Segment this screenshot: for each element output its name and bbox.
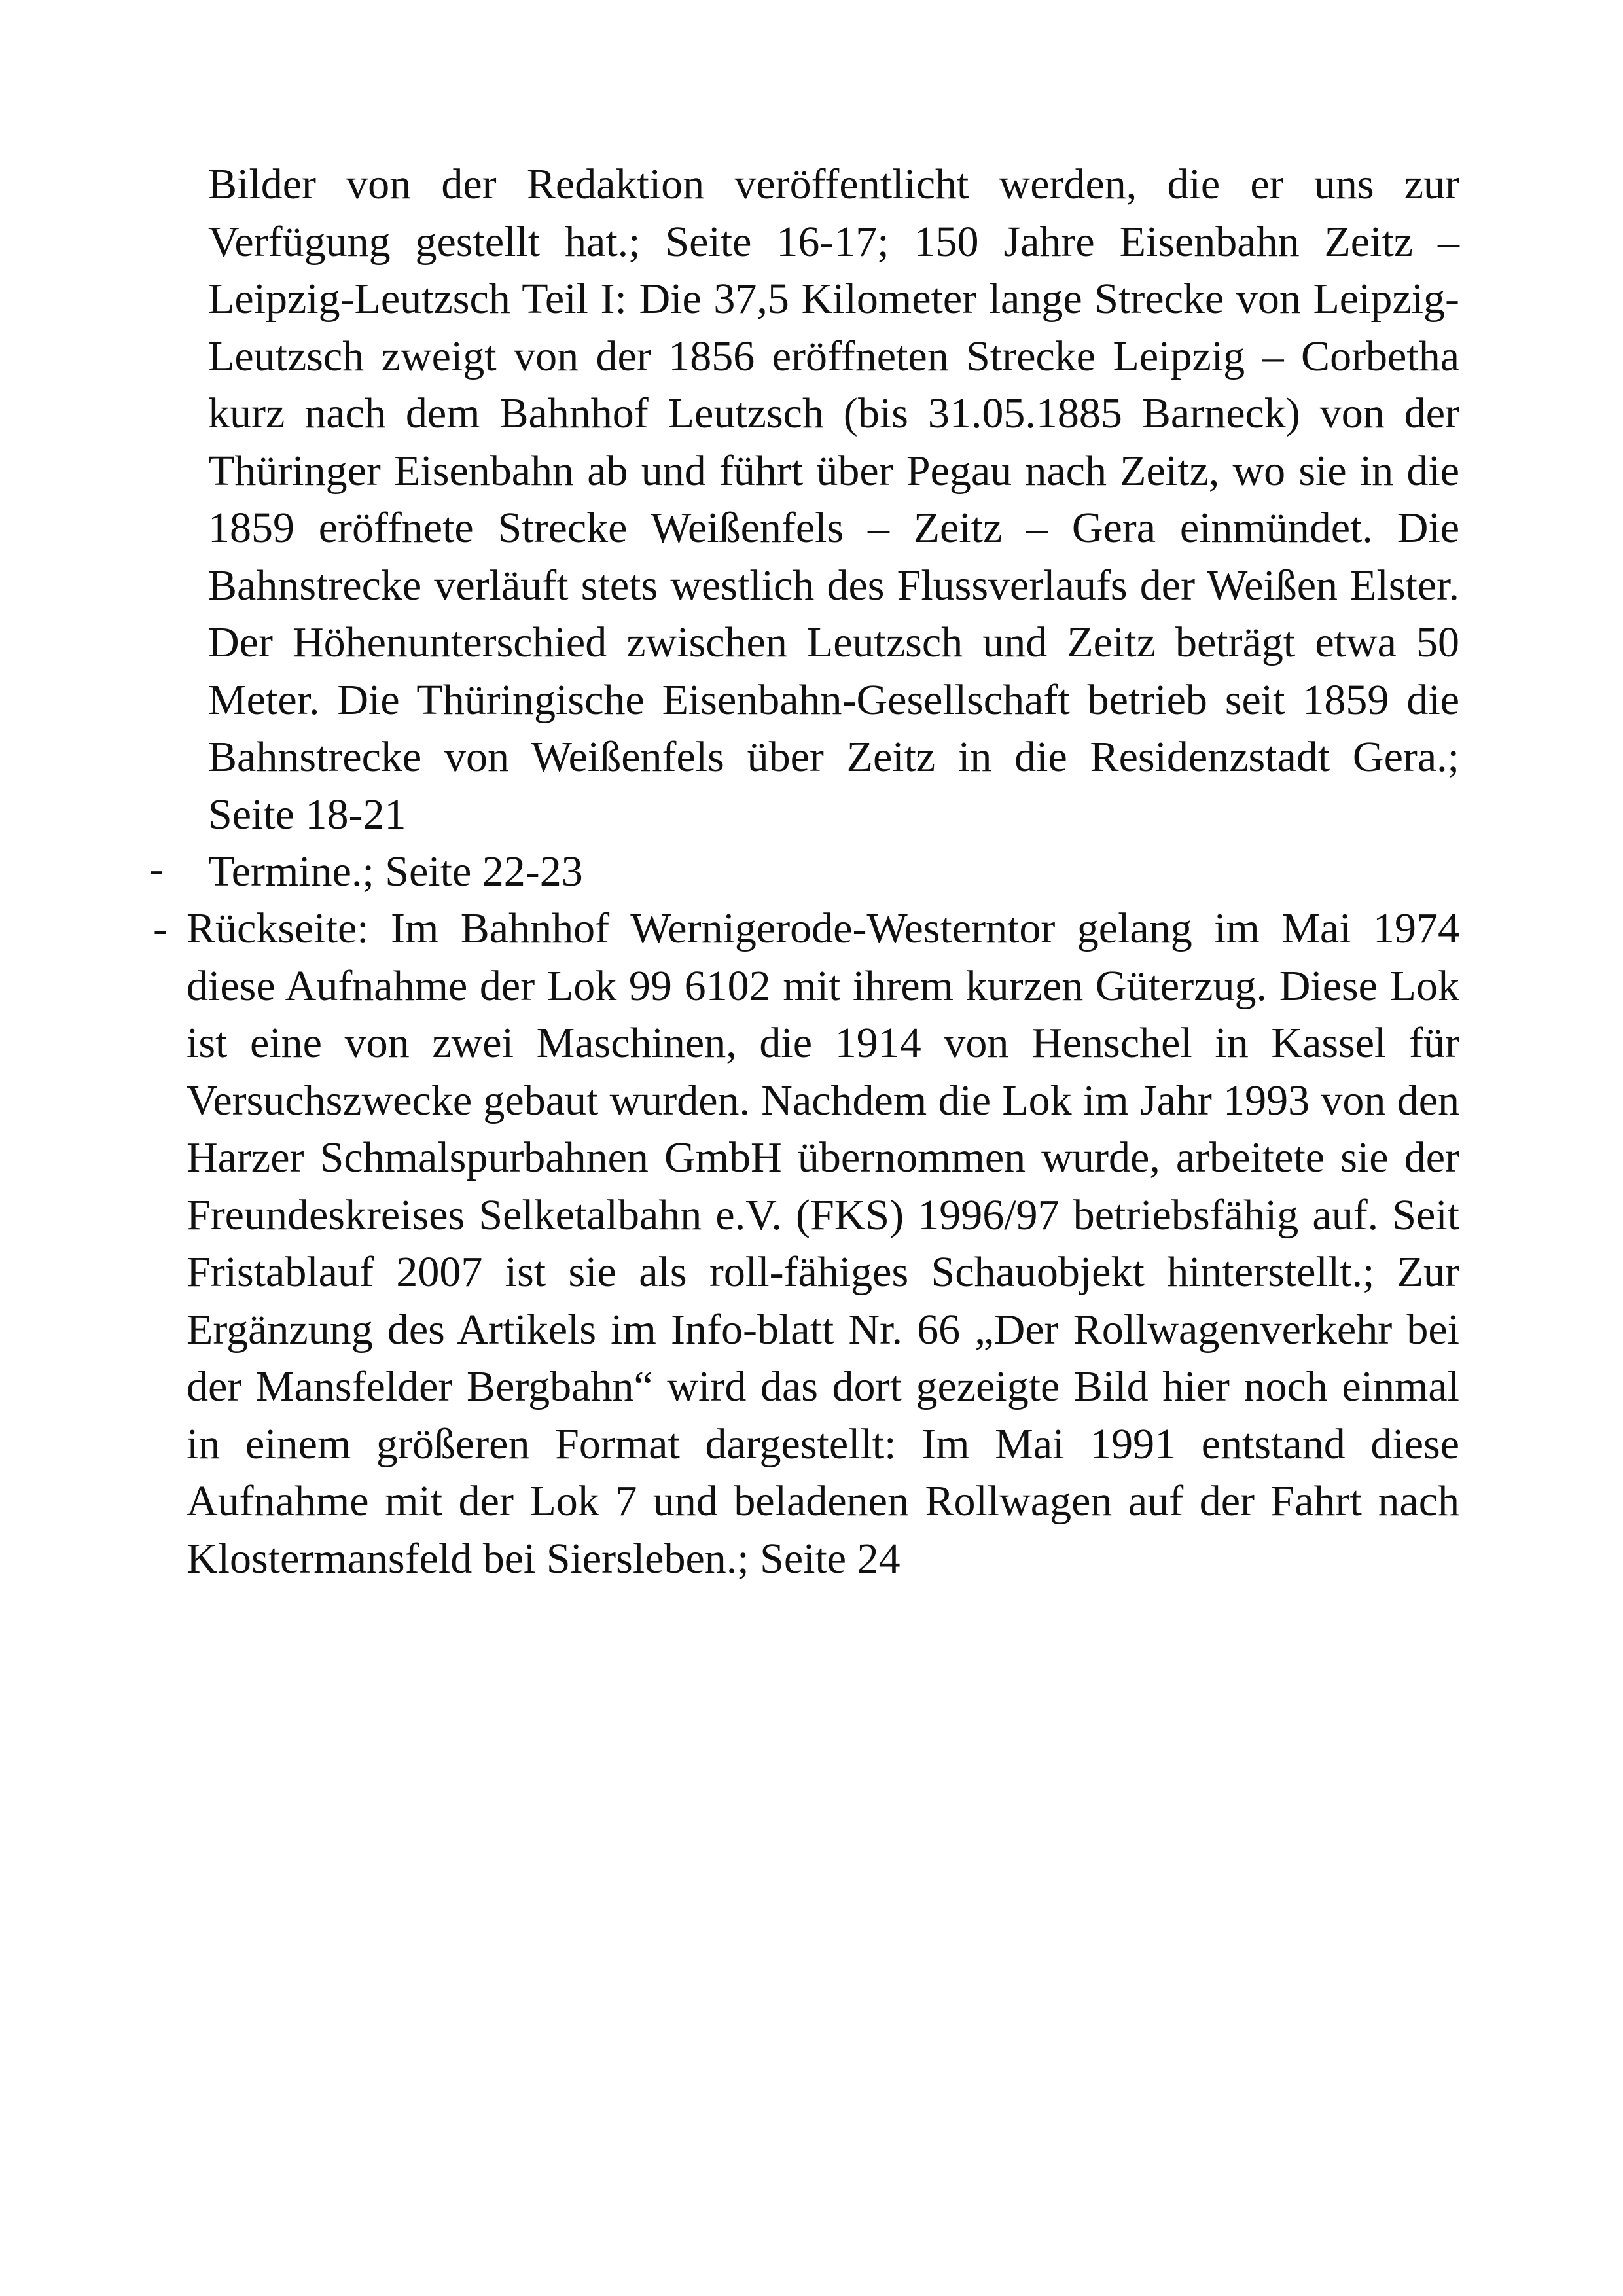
list-bullet-termine: - (149, 845, 164, 893)
continuation-paragraph: Bilder von der Redaktion veröffentlicht werden, die er uns zur Verfügung gestellt hat.; Seite 16-17; 150 Jahre Eisenbahn Zeitz – Leipzig-Leutzsch Teil I: Die 37,5 Kilometer lange Strecke von Leipzig-Leutzsch zweigt von der 1856 eröffneten Strecke Leipzig – Corbetha kurz nach dem Bahnhof Leutzsch (bis 31.05.1885 Barneck) von der Thüringer Eisenbahn ab und führt über Pegau nach Zeitz, wo sie in die 1859 eröffnete Strecke Weißenfels – Zeitz – Gera einmündet. Die Bahnstrecke verläuft stets westlich des Flussverlaufs der Weißen Elster. Der Höhenunterschied zwischen Leutzsch und Zeitz beträgt etwa 50 Meter. Die Thüringische Eisenbahn-Gesellschaft betrieb seit 1859 die Bahnstrecke von Weißenfels über Zeitz in die Residenzstadt Gera.; Seite 18-21 (208, 160, 1459, 838)
list-bullet-rueckseite: - (153, 905, 168, 952)
list-item-termine: Termine.; Seite 22-23 (208, 848, 583, 895)
list-item-rueckseite: Rückseite: Im Bahnhof Wernigerode-Westerntor gelang im Mai 1974 diese Aufnahme der Lok 99 6102 mit ihrem kurzen Güterzug. Diese Lok ist eine von zwei Maschinen, die 1914 von Henschel in Kassel für Versuchszwecke gebaut wurden. Nachdem die Lok im Jahr 1993 von den Harzer Schmalspurbahnen GmbH übernommen wurde, arbeitete sie der Freundeskreises Selketalbahn e.V. (FKS) 1996/97 betriebsfähig auf. Seit Fristablauf 2007 ist sie als roll-fähiges Schauobjekt hinterstellt.; Zur Ergänzung des Artikels im Info-blatt Nr. 66 „Der Rollwagenverkehr bei der Mansfelder Bergbahn“ wird das dort gezeigte Bild hier noch einmal in einem größeren Format dargestellt: Im Mai 1991 entstand diese Aufnahme mit der Lok 7 und beladenen Rollwagen auf der Fahrt nach Klostermansfeld bei Siersleben.; Seite 24 (187, 905, 1459, 1583)
